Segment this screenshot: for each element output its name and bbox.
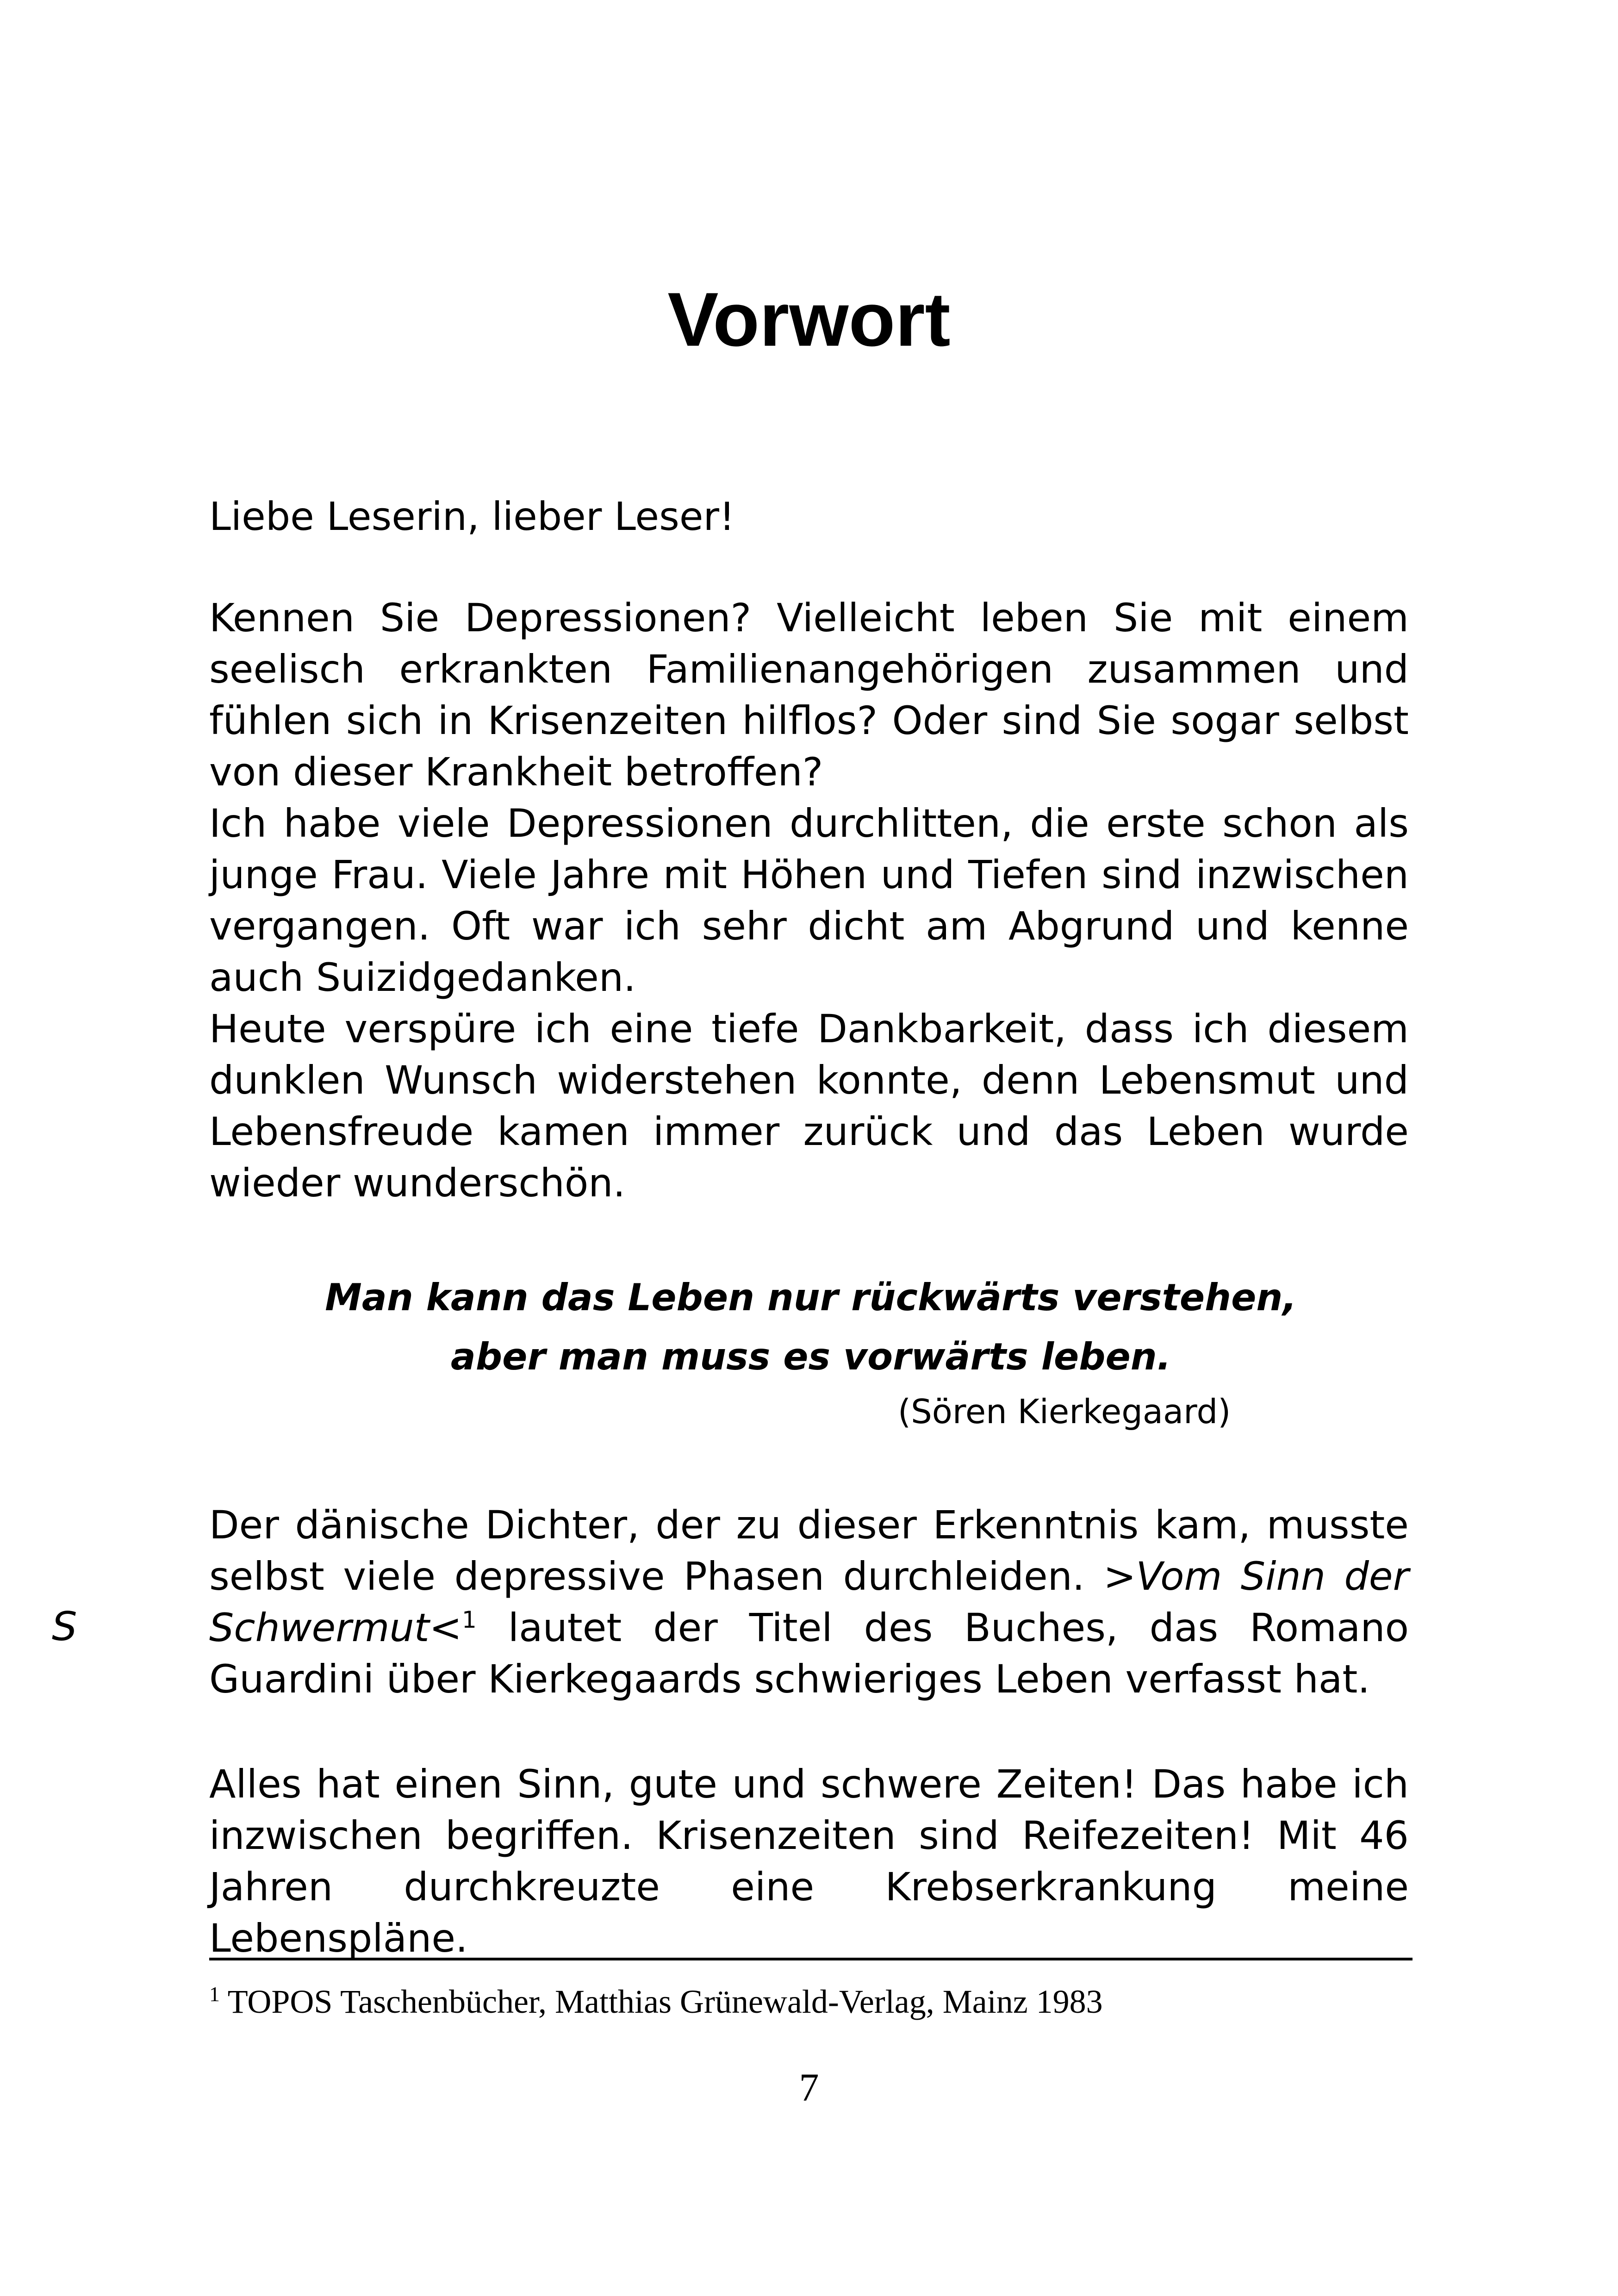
book-title: >Vom Sinn der Schwermut< (209, 1554, 1409, 1650)
footnote-text: TOPOS Taschenbücher, Matthias Grünewald-Verlag, Mainz 1983 (220, 1983, 1103, 2020)
paragraph-4 (209, 1500, 1409, 1705)
paragraph-1: Kennen Sie Depressionen? Vielleicht leben Sie mit einem seelisch erkrankten Familienangehörigen zusammen und fühlen sich in Krisenzeiten hilflos? Oder sind Sie sogar selbst von dieser Krankheit betroffen? (209, 595, 1409, 795)
footnote-reference: 1 (462, 1606, 477, 1633)
footnote (209, 1979, 1413, 2025)
page-number: 7 (799, 2065, 819, 2109)
paragraph-2: Ich habe viele Depressionen durchlitten, die erste schon als junge Frau. Viele Jahre mit Höhen und Tiefen sind inzwischen vergangen. Oft war ich sehr dicht am Abgrund und kenne auch Suizidgedanken. (209, 801, 1409, 1000)
quote-attribution: (Sören Kierkegaard) (898, 1392, 1231, 1431)
margin-letter: S (52, 1604, 77, 1650)
paragraph-5: Alles hat einen Sinn, gute und schwere Zeiten! Das habe ich inzwischen begriffen. Krisenzeiten sind Reifezeiten! Mit 46 Jahren durchkreuzte eine Krebserkrankung meine Lebenspläne. (209, 1761, 1409, 1961)
footnote-number: 1 (209, 1982, 220, 2006)
paragraph-4-text-before: Der dänische Dichter, der zu dieser Erkenntnis kam, musste selbst viele depressive Phasen durchleiden. (209, 1502, 1409, 1599)
greeting: Liebe Leserin, lieber Leser! (209, 494, 735, 539)
intro-paragraphs (209, 592, 1409, 1209)
quote-line-2: aber man muss es vorwärts leben. (450, 1335, 1171, 1378)
footnote-divider (209, 1958, 1413, 1960)
chapter-title: Vorwort (667, 277, 951, 362)
quote-line-1: Man kann das Leben nur rückwärts verstehen, (325, 1276, 1297, 1319)
paragraph-4-text-after: lautet der Titel des Buches, das Romano Guardini über Kierkegaards schwieriges Leben verfasst hat. (209, 1605, 1409, 1702)
paragraph-3: Heute verspüre ich eine tiefe Dankbarkeit, dass ich diesem dunklen Wunsch widerstehen konnte, denn Lebensmut und Lebensfreude kamen immer zurück und das Leben wurde wieder wunderschön. (209, 1006, 1409, 1206)
